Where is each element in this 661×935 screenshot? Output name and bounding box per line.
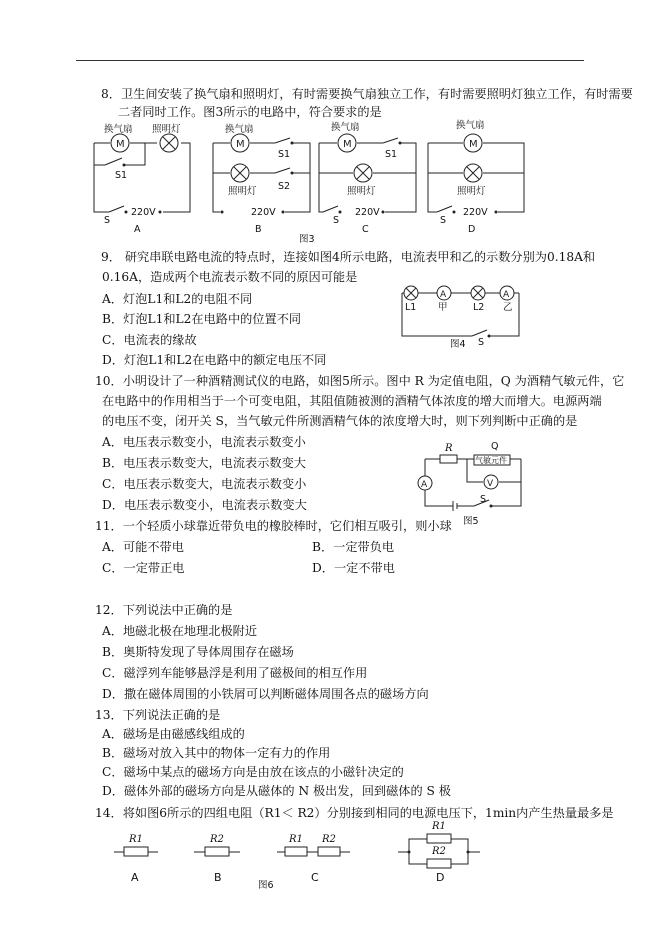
svg-text:A: A [421, 480, 428, 490]
q9-option-d: D．灯泡L1和L2在电路中的额定电压不同 [102, 353, 327, 367]
fig3b-s1-label: S1 [278, 149, 291, 160]
q12-stem: 12．下列说法中正确的是 [95, 603, 233, 617]
q9-stem-line2: 0.16A，造成两个电流表示数不同的原因可能是 [102, 270, 358, 284]
fig4-l2-label: L2 [473, 302, 485, 313]
q11-option-b: B．一定带负电 [312, 540, 395, 554]
q13-option-d: D．磁体外部的磁场方向是从磁体的 N 极出发，回到磁体的 S 极 [102, 784, 451, 798]
fig4-yi-label: 乙 [503, 302, 513, 313]
fig3a-fan-label: 换气扇 [104, 124, 133, 135]
fig6d-r2-label: R2 [432, 846, 446, 857]
q13-option-c: C．磁场中某点的磁场方向是由放在该点的小磁针决定的 [102, 765, 404, 779]
fig6-option-a: A [131, 871, 139, 884]
fig3c-light-label: 照明灯 [347, 186, 376, 197]
q10-option-d: D．电压表示数变小，电流表示数变大 [102, 498, 307, 512]
fig3d-fan-label: 换气扇 [456, 120, 485, 131]
fig5-r-label: R [445, 443, 453, 454]
q12-option-d: D．撒在磁体周围的小铁屑可以判断磁体周围各点的磁场方向 [102, 687, 429, 701]
q11-option-a: A．可能不带电 [102, 540, 184, 554]
fig3c-s1-label: S1 [385, 149, 398, 160]
q8-stem-line1: 8．卫生间安装了换气扇和照明灯，有时需要换气扇独立工作，有时需要照明灯独立工作，有时需要 [101, 87, 633, 101]
fig3-option-c: C [362, 224, 369, 235]
fig5-s-label: S [480, 494, 487, 505]
svg-text:A: A [440, 290, 447, 300]
fig3a-s-label: S [104, 215, 111, 226]
q11-option-d: D．一定不带电 [312, 561, 395, 575]
fig3a-s1-label: S1 [115, 170, 128, 181]
q10-option-c: C．电压表示数变大，电流表示数变小 [102, 477, 307, 491]
fig3d-voltage: 220V [463, 207, 488, 218]
q13-option-a: A．磁场是由磁感线组成的 [102, 727, 245, 741]
fig3c-s-label: S [333, 215, 340, 226]
q9-option-b: B．灯泡L1和L2在电路中的位置不同 [102, 312, 302, 326]
q10-stem-line1: 10．小明设计了一种酒精测试仪的电路，如图5所示。图中 R 为定值电阻，Q 为酒精气敏元件，它 [95, 374, 625, 388]
fig6-option-b: B [214, 871, 222, 884]
fig3b-fan-label: 换气扇 [225, 124, 254, 135]
figure-3-caption: 图3 [299, 234, 315, 245]
q10-stem-line2: 在电路中的作用相当于一个可变电阻，其阻值随被测的酒精气体浓度的增大而增大。电源两端 [102, 394, 602, 408]
fig5-q-label: Q [491, 441, 499, 452]
fig4-l1-label: L1 [405, 302, 417, 313]
svg-text:M: M [236, 139, 245, 150]
svg-text:M: M [116, 139, 125, 150]
q8-stem-line2: 二者同时工作。图3所示的电路中，符合要求的是 [118, 105, 382, 119]
fig6c-r2-label: R2 [322, 834, 336, 845]
q11-stem: 11．一个轻质小球靠近带负电的橡胶棒时，它们相互吸引，则小球 [95, 519, 452, 533]
fig5-sensor-label: 气敏元件 [475, 456, 507, 465]
q12-option-b: B．奥斯特发现了导体周围存在磁场 [102, 645, 294, 659]
q12-option-a: A．地磁北极在地理北极附近 [102, 624, 258, 638]
q12-option-c: C．磁浮列车能够悬浮是利用了磁极间的相互作用 [102, 666, 368, 680]
figure-5-caption: 图5 [463, 516, 479, 527]
figure-4-caption: 图4 [450, 339, 466, 350]
fig3b-voltage: 220V [251, 207, 276, 218]
fig3d-light-label: 照明灯 [457, 186, 486, 197]
fig3a-light-label: 照明灯 [152, 124, 181, 135]
q13-option-b: B．磁场对放入其中的物体一定有力的作用 [102, 746, 331, 760]
svg-text:M: M [469, 139, 478, 150]
q9-stem-line1: 9． 研究串联电路电流的特点时，连接如图4所示电路，电流表甲和乙的示数分别为0.18A和 [101, 250, 596, 264]
q9-option-a: A．灯泡L1和L2的电阻不同 [102, 292, 253, 306]
fig3d-s-label: S [440, 215, 447, 226]
fig3-option-b: B [255, 224, 262, 235]
fig3c-fan-label: 换气扇 [331, 122, 360, 133]
q11-option-c: C．一定带正电 [102, 561, 185, 575]
fig3c-voltage: 220V [355, 207, 380, 218]
svg-text:V: V [487, 479, 494, 489]
fig3a-voltage: 220V [131, 207, 156, 218]
fig6-option-d: D [436, 871, 445, 884]
fig6b-r2-label: R2 [210, 834, 224, 845]
fig6-option-c: C [311, 871, 319, 884]
fig3-option-d: D [468, 224, 476, 235]
fig4-jia-label: 甲 [438, 302, 448, 313]
figure-6-caption: 图6 [258, 880, 274, 891]
fig3b-s2-label: S2 [278, 181, 291, 192]
svg-text:M: M [343, 139, 352, 150]
fig4-s-label: S [478, 337, 485, 348]
fig6a-r1-label: R1 [129, 834, 143, 845]
q14-stem: 14．将如图6所示的四组电阻（R1＜ R2）分别接到相同的电源电压下，1min内产生热量最多是 [95, 806, 614, 820]
q13-stem: 13．下列说法正确的是 [95, 708, 221, 722]
q10-option-b: B．电压表示数变大，电流表示数变大 [102, 456, 306, 470]
fig3b-light-label: 照明灯 [228, 186, 257, 197]
q10-option-a: A．电压表示数变小，电流表示数变小 [102, 435, 306, 449]
fig6d-r1-label: R1 [432, 821, 446, 832]
svg-text:A: A [503, 290, 510, 300]
q10-stem-line3: 的电压不变，闭开关 S，当气敏元件所测酒精气体的浓度增大时，则下列判断中正确的是 [102, 414, 578, 428]
fig3-option-a: A [134, 224, 141, 235]
q9-option-c: C．电流表的缘故 [102, 333, 197, 347]
fig6c-r1-label: R1 [289, 834, 303, 845]
